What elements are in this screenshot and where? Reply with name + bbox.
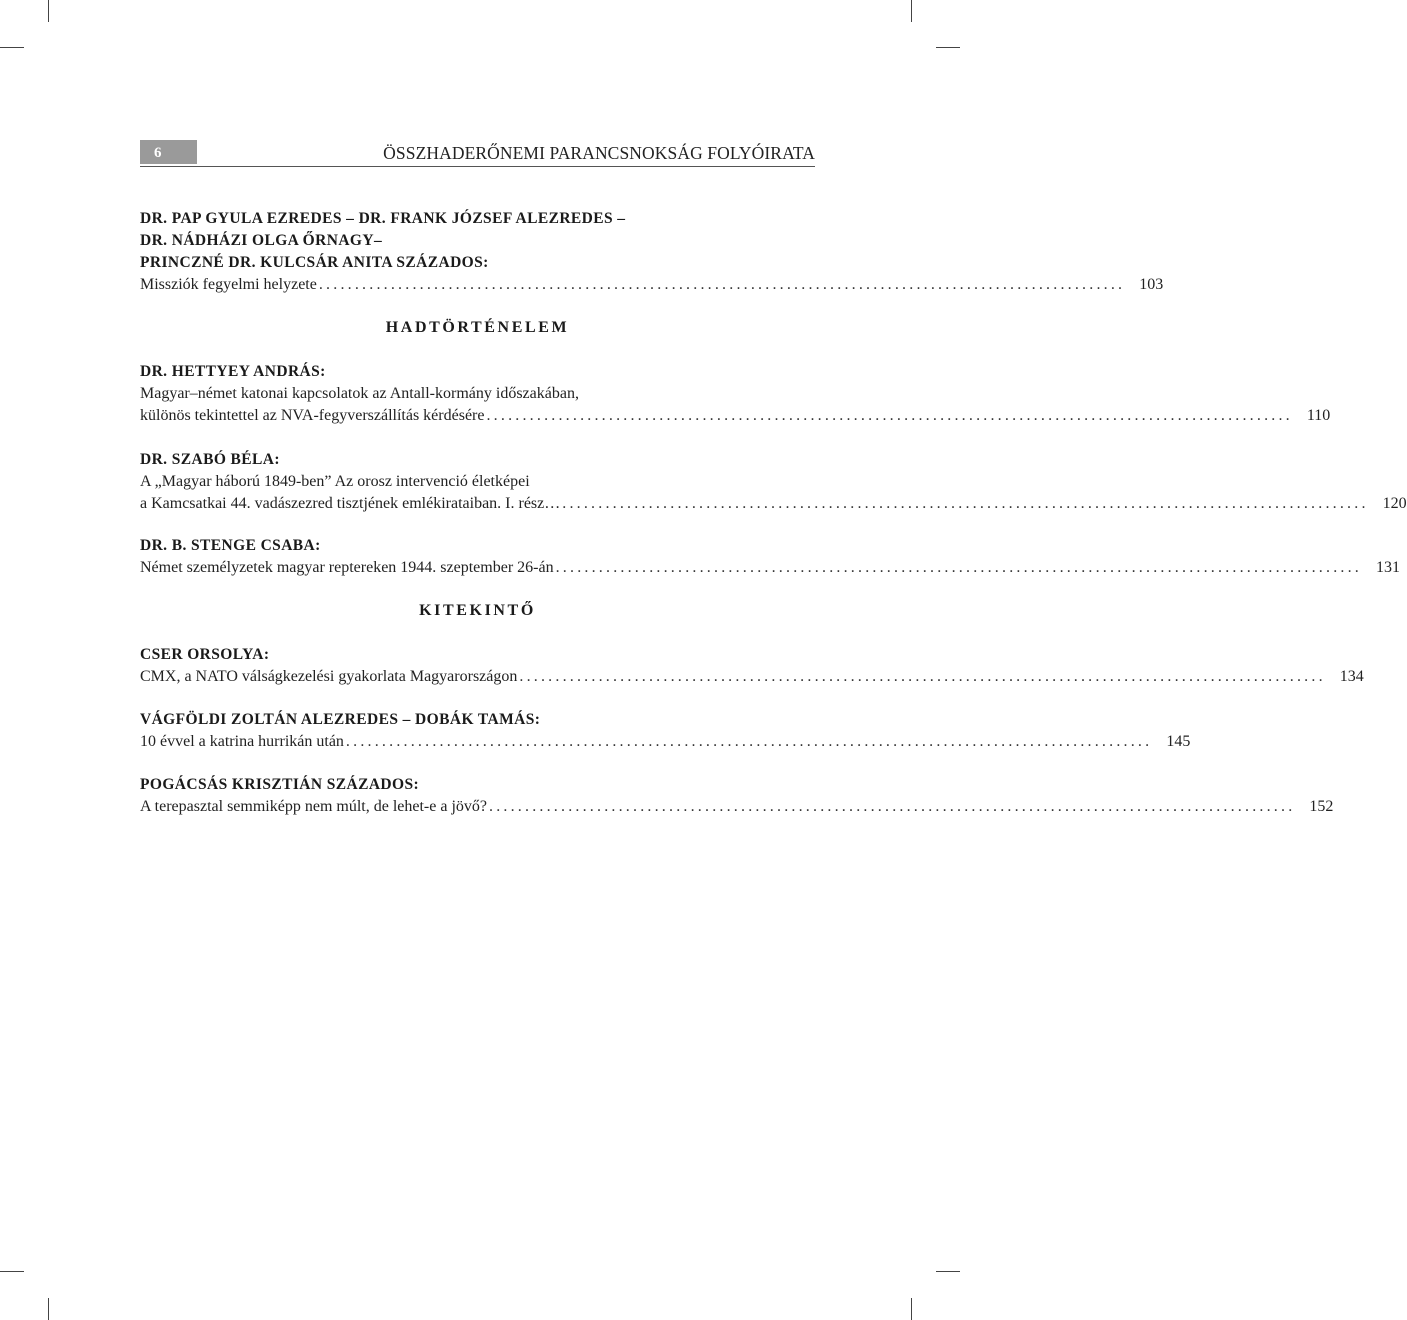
section-heading-history: HADTÖRTÉNELEM — [385, 319, 570, 336]
leader-dots: ................................................................................................................ — [489, 798, 1296, 815]
leader-dots: ................................................................................................................ — [345, 733, 1153, 750]
entry-title: Missziók fegyelmi helyzete — [140, 276, 317, 293]
entry-page: 103 — [1139, 276, 1164, 293]
entry-title-line — [140, 666, 1364, 688]
entry-page: 110 — [1306, 407, 1331, 424]
toc-entry — [140, 208, 1164, 296]
entry-title-line — [140, 731, 1191, 753]
entry-title-line — [140, 796, 1334, 818]
entry-page: 145 — [1166, 733, 1191, 750]
crop-mark — [0, 47, 24, 48]
entry-title: különös tekintettel az NVA-fegyverszállítás kérdésére — [140, 407, 485, 424]
page-number: 6 — [140, 140, 197, 164]
entry-title: Magyar–német katonai kapcsolatok az Antall-kormány időszakában, — [140, 385, 579, 402]
entry-page: 131 — [1376, 559, 1400, 576]
crop-mark — [48, 1298, 49, 1320]
entry-title: CMX, a NATO válságkezelési gyakorlata Magyarországon — [140, 668, 518, 685]
entry-page: 152 — [1309, 798, 1334, 815]
entry-author: DR. NÁDHÁZI OLGA ŐRNAGY– — [140, 232, 383, 249]
entry-title: 10 évvel a katrina hurrikán után — [140, 733, 344, 750]
entry-title-line — [140, 405, 1331, 427]
leader-dots: ................................................................................................................ — [555, 559, 1362, 576]
crop-mark — [936, 47, 960, 48]
toc-entry — [140, 535, 1400, 579]
entry-author: VÁGFÖLDI ZOLTÁN ALEZREDES – DOBÁK TAMÁS: — [140, 711, 541, 728]
entry-page: 120 — [1382, 495, 1407, 512]
leader-dots: ................................................................................................................ — [519, 668, 1326, 685]
crop-mark — [911, 1298, 912, 1320]
leader-dots: ................................................................................................................ — [318, 276, 1126, 293]
entry-title: Német személyzetek magyar reptereken 1944. szeptember 26-án — [140, 559, 554, 576]
entry-title-line — [140, 274, 1164, 296]
entry-author: DR. PAP GYULA EZREDES – DR. FRANK JÓZSEF ALEZREDES – — [140, 210, 626, 227]
crop-mark — [936, 1271, 960, 1272]
toc-entry — [140, 709, 1191, 753]
entry-title-line — [140, 493, 1407, 515]
entry-author: DR. HETTYEY ANDRÁS: — [140, 363, 326, 380]
entry-page: 134 — [1339, 668, 1364, 685]
toc-entry — [140, 774, 1334, 818]
running-header — [140, 140, 815, 167]
crop-mark — [48, 0, 49, 22]
crop-mark — [0, 1271, 24, 1272]
entry-title: A „Magyar háború 1849-ben” Az orosz intervenció életképei — [140, 473, 530, 490]
entry-author: CSER ORSOLYA: — [140, 646, 270, 663]
section-heading-outlook: KITEKINTŐ — [419, 602, 536, 619]
toc-entry — [140, 644, 1364, 688]
toc-entry — [140, 361, 1331, 427]
entry-author: DR. B. STENGE CSABA: — [140, 537, 321, 554]
entry-title: a Kamcsatkai 44. vadászezred tisztjének emlékirataiban. I. rész… — [140, 495, 561, 512]
entry-title-line — [140, 557, 1400, 579]
crop-mark — [911, 0, 912, 22]
leader-dots: ................................................................................................................ — [486, 407, 1293, 424]
entry-title: A terepasztal semmiképp nem múlt, de lehet-e a jövő? — [140, 798, 487, 815]
journal-title: ÖSSZHADERŐNEMI PARANCSNOKSÁG FOLYÓIRATA — [383, 143, 815, 163]
leader-dots: ................................................................................................................ — [562, 495, 1369, 512]
entry-author: PRINCZNÉ DR. KULCSÁR ANITA SZÁZADOS: — [140, 254, 489, 271]
toc-entry — [140, 449, 1407, 515]
entry-author: POGÁCSÁS KRISZTIÁN SZÁZADOS: — [140, 776, 420, 793]
entry-author: DR. SZABÓ BÉLA: — [140, 451, 280, 468]
